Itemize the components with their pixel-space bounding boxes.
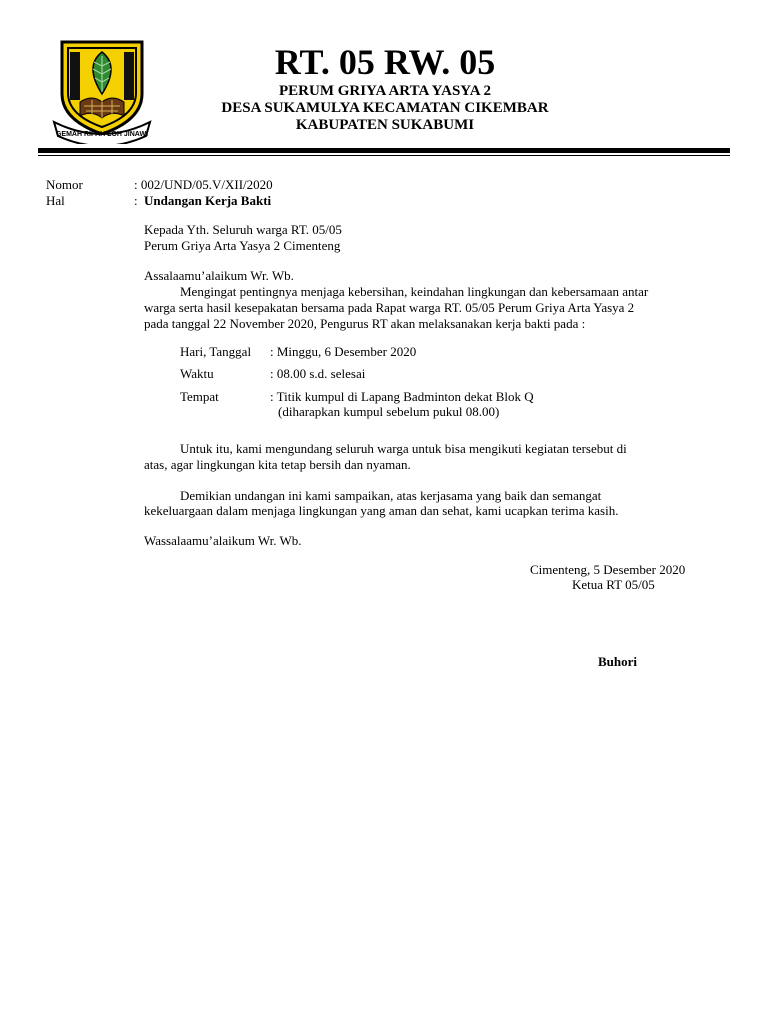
signature-place-date: Cimenteng, 5 Desember 2020: [530, 562, 686, 577]
kabupaten-sukabumi-emblem-logo: [50, 38, 154, 144]
paragraph-2-line-2: atas, agar lingkungan kita tetap bersih dan nyaman.: [144, 457, 411, 472]
recipient-line-2: Perum Griya Arta Yasya 2 Cimenteng: [144, 238, 341, 253]
nomor-value: : 002/UND/05.V/XII/2020: [134, 177, 273, 192]
signature-name: Buhori: [598, 654, 638, 669]
intro-line-3: pada tanggal 22 November 2020, Pengurus RT akan melaksanakan kerja bakti pada :: [144, 316, 586, 331]
place-label: Tempat: [180, 389, 219, 404]
place-note: (diharapkan kumpul sebelum pukul 08.00): [278, 404, 500, 419]
logo-motto-text: GEMAH RIPAH LOH JINAWI: [55, 131, 149, 138]
place-value: : Titik kumpul di Lapang Badminton dekat Blok Q: [270, 389, 534, 404]
recipient-line-1: Kepada Yth. Seluruh warga RT. 05/05: [144, 222, 342, 237]
intro-line-1: Mengingat pentingnya menjaga kebersihan, keindahan lingkungan dan kebersamaan antar: [180, 284, 649, 299]
nomor-label: Nomor: [46, 177, 83, 192]
greeting: Assalaamu’alaikum Wr. Wb.: [144, 268, 294, 283]
letterhead-line-2: DESA SUKAMULYA KECAMATAN CIKEMBAR: [221, 100, 549, 116]
letterhead-line-3: KABUPATEN SUKABUMI: [295, 117, 475, 133]
hal-colon: :: [134, 193, 138, 208]
hal-value: Undangan Kerja Bakti: [144, 193, 272, 208]
hal-label: Hal: [46, 193, 65, 208]
closing-greeting: Wassalaamu’alaikum Wr. Wb.: [144, 533, 302, 548]
intro-line-2: warga serta hasil kesepakatan bersama pada Rapat warga RT. 05/05 Perum Griya Arta Yasya 2: [144, 300, 635, 315]
signature-position: Ketua RT 05/05: [572, 577, 655, 592]
letterhead-line-1: PERUM GRIYA ARTA YASYA 2: [278, 83, 492, 99]
date-value: : Minggu, 6 Desember 2020: [270, 344, 417, 359]
letterhead-title: RT. 05 RW. 05: [274, 42, 496, 82]
time-label: Waktu: [180, 366, 214, 381]
letterhead-divider-thick: [38, 148, 730, 153]
date-label: Hari, Tanggal: [180, 344, 252, 359]
paragraph-3-line-1: Demikian undangan ini kami sampaikan, atas kerjasama yang baik dan semangat: [180, 488, 602, 503]
letterhead-divider-thin: [38, 155, 730, 156]
paragraph-2-line-1: Untuk itu, kami mengundang seluruh warga untuk bisa mengikuti kegiatan tersebut di: [180, 441, 627, 456]
time-value: : 08.00 s.d. selesai: [270, 366, 366, 381]
paragraph-3-line-2: kekeluargaan dalam menjaga lingkungan yang aman dan sehat, kami ucapkan terima kasih.: [144, 503, 619, 518]
